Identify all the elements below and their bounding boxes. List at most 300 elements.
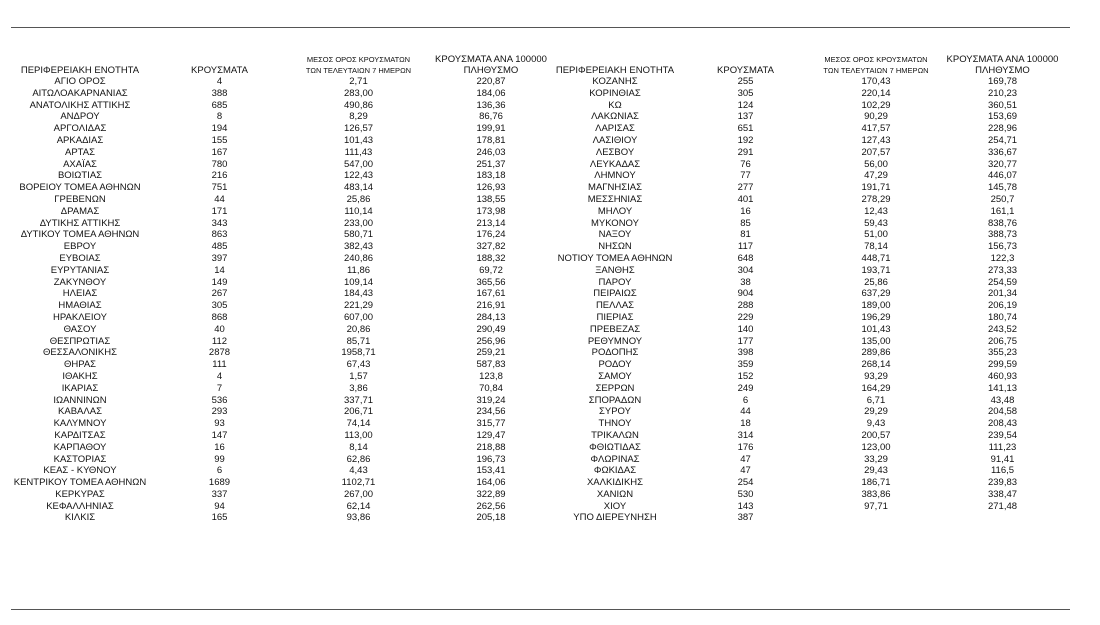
left-avg7-cell: 240,86 — [343, 252, 374, 264]
header-cases-right: ΚΡΟΥΣΜΑΤΑ — [717, 65, 774, 76]
left-region-cell: ΕΒΡΟΥ — [63, 241, 97, 253]
left-cases-cell: 165 — [211, 512, 228, 524]
header-avg7-line2: ΤΩΝ ΤΕΛΕΥΤΑΙΩΝ 7 ΗΜΕΡΩΝ — [823, 66, 929, 75]
left-cases-cell: 194 — [211, 123, 228, 135]
right-cases-cell: 143 — [737, 500, 754, 512]
right-cases-cell: 530 — [737, 488, 754, 500]
table-row — [8, 430, 1066, 442]
left-region-cell: ΑΙΤΩΛΟΑΚΑΡΝΑΝΙΑΣ — [32, 87, 128, 99]
right-region-cell: ΦΩΚΙΔΑΣ — [593, 465, 637, 477]
left-region-cell: ΒΟΙΩΤΙΑΣ — [57, 170, 103, 182]
right-avg7-cell: 193,71 — [861, 264, 891, 276]
left-avg7-cell: 122,43 — [343, 170, 374, 182]
left-avg7-cell: 101,43 — [343, 134, 374, 146]
table-row — [8, 288, 1066, 300]
left-per100k-cell: 138,55 — [476, 193, 506, 205]
left-avg7-cell: 25,86 — [346, 193, 371, 205]
right-per100k-cell: 206,75 — [987, 335, 1018, 347]
left-cases-cell: 14 — [214, 264, 225, 276]
right-region-cell: ΜΑΓΝΗΣΙΑΣ — [588, 182, 642, 194]
right-avg7-cell: 90,29 — [864, 111, 888, 123]
right-cases-cell: 304 — [737, 264, 754, 276]
table-row — [8, 277, 1066, 289]
left-avg7-cell: 580,71 — [343, 229, 374, 241]
right-cases-cell: 291 — [737, 146, 754, 158]
left-cases-cell: 7 — [216, 382, 223, 394]
left-avg7-cell: 1102,71 — [341, 477, 376, 489]
left-region-cell: ΔΡΑΜΑΣ — [60, 205, 100, 217]
right-cases-cell: 176 — [737, 441, 754, 453]
table-row — [8, 241, 1066, 253]
left-per100k-cell: 178,81 — [476, 134, 506, 146]
left-region-cell: ΑΝΑΤΟΛΙΚΗΣ ΑΤΤΙΚΗΣ — [29, 99, 131, 111]
right-region-cell: ΠΡΕΒΕΖΑΣ — [589, 323, 641, 335]
left-cases-cell: 780 — [211, 158, 228, 170]
right-region-cell: ΣΕΡΡΩΝ — [595, 382, 635, 394]
right-region-cell: ΜΗΛΟΥ — [597, 205, 633, 217]
left-cases-cell: 4 — [216, 370, 223, 382]
right-avg7-cell: 9,43 — [866, 418, 886, 430]
left-cases-cell: 4 — [216, 76, 223, 87]
right-cases-cell: 904 — [737, 288, 754, 300]
left-region-cell: ΖΑΚΥΝΘΟΥ — [53, 276, 107, 288]
header-cases-left: ΚΡΟΥΣΜΑΤΑ — [191, 65, 248, 76]
right-avg7-cell: 170,43 — [861, 76, 891, 87]
header-avg7-right — [813, 48, 939, 76]
right-avg7-cell: 29,43 — [864, 465, 888, 477]
right-cases-cell: 651 — [737, 123, 754, 135]
left-per100k-cell: 164,06 — [476, 477, 506, 489]
right-region-cell: ΠΕΛΛΑΣ — [595, 300, 635, 312]
left-region-cell: ΑΓΙΟ ΟΡΟΣ — [54, 76, 106, 87]
left-region-cell: ΕΥΒΟΙΑΣ — [59, 252, 101, 264]
left-cases-cell: 305 — [211, 300, 228, 312]
top-rule — [11, 27, 1070, 28]
left-region-cell: ΚΑΡΠΑΘΟΥ — [53, 441, 107, 453]
right-avg7-cell: 448,71 — [861, 252, 891, 264]
right-cases-cell: 398 — [737, 347, 754, 359]
right-avg7-cell: 289,86 — [861, 347, 891, 359]
right-region-cell: ΝΗΣΩΝ — [598, 241, 632, 253]
header-region-right: ΠΕΡΙΦΕΡΕΙΑΚΗ ΕΝΟΤΗΤΑ — [555, 65, 675, 76]
table-row — [8, 477, 1066, 489]
left-cases-cell: 111 — [212, 359, 227, 371]
header-per100k-line1: ΚΡΟΥΣΜΑΤΑ ΑΝΑ 100000 — [946, 54, 1059, 65]
right-avg7-cell: 97,71 — [864, 500, 888, 512]
left-avg7-cell: 62,86 — [346, 453, 371, 465]
right-avg7-cell: 56,00 — [864, 158, 888, 170]
left-cases-cell: 536 — [211, 394, 228, 406]
left-cases-cell: 337 — [211, 488, 228, 500]
left-avg7-cell: 483,14 — [343, 182, 374, 194]
left-per100k-cell: 173,98 — [476, 205, 506, 217]
right-region-cell: ΣΑΜΟΥ — [598, 370, 632, 382]
table-header — [8, 48, 1066, 76]
right-cases-cell: 140 — [737, 323, 754, 335]
table-row — [8, 218, 1066, 230]
left-per100k-cell: 126,93 — [476, 182, 506, 194]
right-per100k-cell: 122,3 — [990, 252, 1015, 264]
left-cases-cell: 751 — [211, 182, 228, 194]
right-per100k-cell: 204,58 — [987, 406, 1018, 418]
left-per100k-cell: 216,91 — [476, 300, 506, 312]
left-region-cell: ΔΥΤΙΚΗΣ ΑΤΤΙΚΗΣ — [39, 217, 121, 229]
left-avg7-cell: 267,00 — [343, 488, 374, 500]
header-avg7-line1: ΜΕΣΟΣ ΟΡΟΣ ΚΡΟΥΣΜΑΤΩΝ — [824, 55, 928, 64]
left-per100k-cell: 259,21 — [476, 347, 506, 359]
left-region-cell: ΗΛΕΙΑΣ — [62, 288, 98, 300]
right-cases-cell: 47 — [740, 465, 751, 477]
table-row — [8, 147, 1066, 159]
left-per100k-cell: 136,36 — [476, 99, 506, 111]
right-per100k-cell: 388,73 — [987, 229, 1018, 241]
left-region-cell: ΑΡΓΟΛΙΔΑΣ — [53, 123, 107, 135]
right-cases-cell: 314 — [737, 429, 754, 441]
left-per100k-cell: 251,37 — [476, 158, 506, 170]
left-per100k-cell: 262,56 — [476, 500, 506, 512]
table-row — [8, 454, 1066, 466]
left-cases-cell: 868 — [211, 311, 228, 323]
header-avg7-left — [287, 48, 430, 76]
left-avg7-cell: 382,43 — [343, 241, 374, 253]
left-per100k-cell: 256,96 — [476, 335, 506, 347]
right-avg7-cell: 47,29 — [864, 170, 888, 182]
header-region-left: ΠΕΡΙΦΕΡΕΙΑΚΗ ΕΝΟΤΗΤΑ — [20, 65, 140, 76]
right-region-cell: ΦΛΩΡΙΝΑΣ — [590, 453, 640, 465]
header-per100k-left — [430, 48, 552, 76]
right-avg7-cell: 78,14 — [864, 241, 888, 253]
left-per100k-cell: 365,56 — [476, 276, 506, 288]
left-avg7-cell: 85,71 — [346, 335, 371, 347]
right-avg7-cell: 127,43 — [861, 134, 891, 146]
right-region-cell: ΛΕΣΒΟΥ — [595, 146, 635, 158]
right-cases-cell: 81 — [740, 229, 751, 241]
table-row — [8, 395, 1066, 407]
right-cases-cell: 38 — [740, 276, 751, 288]
right-region-cell: ΡΟΔΟΥ — [598, 359, 632, 371]
right-cases-cell: 85 — [740, 217, 751, 229]
left-avg7-cell: 74,14 — [346, 418, 371, 430]
header-avg7-line2: ΤΩΝ ΤΕΛΕΥΤΑΙΩΝ 7 ΗΜΕΡΩΝ — [305, 66, 412, 75]
left-per100k-cell: 284,13 — [476, 311, 506, 323]
left-region-cell: ΚΕΝΤΡΙΚΟΥ ΤΟΜΕΑ ΑΘΗΝΩΝ — [13, 477, 147, 489]
right-cases-cell: 359 — [737, 359, 754, 371]
right-avg7-cell: 207,57 — [861, 146, 891, 158]
left-per100k-cell: 184,06 — [476, 87, 506, 99]
table-row — [8, 336, 1066, 348]
right-per100k-cell: 360,51 — [987, 99, 1018, 111]
left-region-cell: ΚΑΒΑΛΑΣ — [58, 406, 102, 418]
right-cases-cell: 648 — [737, 252, 754, 264]
left-region-cell: ΙΩΑΝΝΙΝΩΝ — [53, 394, 107, 406]
left-region-cell: ΔΥΤΙΚΟΥ ΤΟΜΕΑ ΑΘΗΝΩΝ — [20, 229, 140, 241]
right-per100k-cell: 161,1 — [990, 205, 1015, 217]
right-avg7-cell: 278,29 — [861, 193, 891, 205]
left-avg7-cell: 547,00 — [343, 158, 374, 170]
left-per100k-cell: 176,24 — [476, 229, 506, 241]
left-per100k-cell: 322,89 — [476, 488, 506, 500]
left-cases-cell: 112 — [211, 335, 228, 347]
right-avg7-cell: 268,14 — [861, 359, 891, 371]
right-cases-cell: 387 — [737, 512, 754, 524]
left-avg7-cell: 11,86 — [346, 264, 371, 276]
cases-table — [8, 48, 1066, 524]
left-cases-cell: 93 — [214, 418, 225, 430]
left-cases-cell: 94 — [214, 500, 225, 512]
table-row — [8, 512, 1066, 524]
table-row — [8, 123, 1066, 135]
left-cases-cell: 267 — [211, 288, 228, 300]
right-region-cell: ΧΑΛΚΙΔΙΚΗΣ — [586, 477, 644, 489]
left-per100k-cell: 218,88 — [476, 441, 506, 453]
right-avg7-cell: 186,71 — [861, 477, 891, 489]
left-cases-cell: 685 — [211, 99, 228, 111]
left-per100k-cell: 199,91 — [476, 123, 506, 135]
right-cases-cell: 137 — [737, 111, 754, 123]
table-row — [8, 182, 1066, 194]
right-cases-cell: 255 — [737, 76, 754, 87]
left-per100k-cell: 69,72 — [479, 264, 503, 276]
right-cases-cell: 401 — [737, 193, 754, 205]
left-avg7-cell: 20,86 — [346, 323, 371, 335]
right-per100k-cell: 141,13 — [987, 382, 1018, 394]
right-per100k-cell: 210,23 — [987, 87, 1018, 99]
right-cases-cell: 305 — [737, 87, 754, 99]
right-cases-cell: 18 — [740, 418, 751, 430]
left-region-cell: ΘΕΣΣΑΛΟΝΙΚΗΣ — [43, 347, 117, 359]
right-region-cell: ΤΗΝΟΥ — [598, 418, 632, 430]
left-region-cell: ΑΡΤΑΣ — [65, 146, 95, 158]
left-per100k-cell: 196,73 — [476, 453, 506, 465]
right-cases-cell: 47 — [740, 453, 751, 465]
right-per100k-cell: 460,93 — [987, 370, 1018, 382]
left-region-cell: ΚΑΡΔΙΤΣΑΣ — [54, 429, 106, 441]
right-per100k-cell: 180,74 — [987, 311, 1018, 323]
right-cases-cell: 288 — [737, 300, 754, 312]
right-avg7-cell: 102,29 — [861, 99, 891, 111]
table-row — [8, 253, 1066, 265]
left-avg7-cell: 8,14 — [349, 441, 368, 453]
left-avg7-cell: 206,71 — [343, 406, 374, 418]
left-per100k-cell: 319,24 — [476, 394, 506, 406]
right-avg7-cell: 164,29 — [861, 382, 891, 394]
right-per100k-cell: 254,71 — [987, 134, 1018, 146]
right-cases-cell: 76 — [740, 158, 751, 170]
right-region-cell: ΛΗΜΝΟΥ — [594, 170, 636, 182]
left-cases-cell: 1689 — [208, 477, 231, 489]
right-per100k-cell: 320,77 — [987, 158, 1018, 170]
left-avg7-cell: 1,57 — [349, 370, 368, 382]
table-row — [8, 300, 1066, 312]
table-row — [8, 194, 1066, 206]
left-avg7-cell: 111,43 — [344, 146, 373, 158]
right-avg7-cell: 123,00 — [861, 441, 891, 453]
right-per100k-cell: 91,41 — [990, 453, 1015, 465]
right-region-cell: ΦΘΙΩΤΙΔΑΣ — [589, 441, 641, 453]
right-cases-cell: 229 — [737, 311, 754, 323]
right-region-cell: ΛΑΣΙΘΙΟΥ — [592, 134, 638, 146]
left-cases-cell: 485 — [211, 241, 228, 253]
right-per100k-cell: 116,5 — [990, 465, 1015, 477]
left-cases-cell: 2878 — [208, 347, 231, 359]
right-avg7-cell: 93,29 — [864, 370, 888, 382]
right-per100k-cell — [939, 512, 1066, 524]
right-avg7-cell: 637,29 — [861, 288, 891, 300]
right-avg7-cell — [813, 512, 939, 524]
right-avg7-cell: 191,71 — [861, 182, 891, 194]
left-cases-cell: 863 — [211, 229, 228, 241]
left-region-cell: ΓΡΕΒΕΝΩΝ — [54, 193, 106, 205]
left-avg7-cell: 184,43 — [343, 288, 374, 300]
right-region-cell: ΚΟΡΙΝΘΙΑΣ — [589, 87, 641, 99]
right-per100k-cell: 355,23 — [987, 347, 1018, 359]
left-avg7-cell: 8,29 — [349, 111, 368, 123]
table-row — [8, 324, 1066, 336]
right-per100k-cell: 153,69 — [987, 111, 1018, 123]
right-avg7-cell: 417,57 — [861, 123, 891, 135]
left-cases-cell: 6 — [216, 465, 223, 477]
right-cases-cell: 117 — [737, 241, 754, 253]
right-avg7-cell: 6,71 — [866, 394, 886, 406]
left-per100k-cell: 70,84 — [479, 382, 503, 394]
left-avg7-cell: 221,29 — [343, 300, 374, 312]
table-row — [8, 465, 1066, 477]
right-cases-cell: 16 — [740, 205, 751, 217]
right-per100k-cell: 239,54 — [987, 429, 1018, 441]
right-per100k-cell: 169,78 — [987, 76, 1018, 87]
left-region-cell: ΗΡΑΚΛΕΙΟΥ — [53, 311, 107, 323]
left-avg7-cell: 62,14 — [346, 500, 371, 512]
table-row — [8, 383, 1066, 395]
table-row — [8, 406, 1066, 418]
left-region-cell: ΗΜΑΘΙΑΣ — [58, 300, 102, 312]
left-per100k-cell: 167,61 — [476, 288, 506, 300]
right-cases-cell: 77 — [740, 170, 751, 182]
left-per100k-cell: 220,87 — [476, 76, 506, 87]
right-avg7-cell: 196,29 — [861, 311, 891, 323]
left-region-cell: ΚΕΦΑΛΛΗΝΙΑΣ — [46, 500, 114, 512]
left-region-cell: ΑΝΔΡΟΥ — [60, 111, 100, 123]
left-per100k-cell: 205,18 — [476, 512, 506, 524]
left-avg7-cell: 113,00 — [344, 429, 373, 441]
right-per100k-cell: 299,59 — [987, 359, 1018, 371]
left-avg7-cell: 110,14 — [344, 205, 373, 217]
left-region-cell: ΘΗΡΑΣ — [63, 359, 97, 371]
right-region-cell: ΣΥΡΟΥ — [599, 406, 631, 418]
right-per100k-cell: 156,73 — [987, 241, 1018, 253]
bottom-rule — [11, 609, 1070, 610]
left-cases-cell: 216 — [211, 170, 228, 182]
header-per100k-line2: ΠΛΗΘΥΣΜΟ — [463, 65, 519, 76]
right-avg7-cell: 383,86 — [861, 488, 891, 500]
right-region-cell: ΠΕΙΡΑΙΩΣ — [593, 288, 637, 300]
left-region-cell: ΚΑΣΤΟΡΙΑΣ — [53, 453, 107, 465]
left-per100k-cell: 153,41 — [476, 465, 506, 477]
right-per100k-cell: 336,67 — [987, 146, 1018, 158]
left-cases-cell: 343 — [211, 217, 228, 229]
left-avg7-cell: 490,86 — [343, 99, 374, 111]
right-per100k-cell: 206,19 — [987, 300, 1018, 312]
left-region-cell: ΘΑΣΟΥ — [63, 323, 97, 335]
right-per100k-cell: 208,43 — [987, 418, 1018, 430]
right-avg7-cell: 33,29 — [864, 453, 888, 465]
right-region-cell: ΣΠΟΡΑΔΩΝ — [588, 394, 642, 406]
right-per100k-cell: 250,7 — [990, 193, 1015, 205]
right-per100k-cell: 243,52 — [987, 323, 1018, 335]
left-per100k-cell: 123,8 — [479, 370, 503, 382]
table-row — [8, 371, 1066, 383]
left-cases-cell: 8 — [216, 111, 223, 123]
left-avg7-cell: 607,00 — [343, 311, 374, 323]
left-region-cell: ΚΙΛΚΙΣ — [64, 512, 96, 524]
left-region-cell: ΘΕΣΠΡΩΤΙΑΣ — [49, 335, 111, 347]
left-per100k-cell: 129,47 — [476, 429, 506, 441]
right-cases-cell: 152 — [737, 370, 754, 382]
left-cases-cell: 171 — [211, 205, 228, 217]
table-row — [8, 265, 1066, 277]
right-per100k-cell: 145,78 — [987, 182, 1018, 194]
right-per100k-cell: 254,59 — [987, 276, 1018, 288]
table-row — [8, 88, 1066, 100]
left-region-cell: ΕΥΡΥΤΑΝΙΑΣ — [50, 264, 110, 276]
left-cases-cell: 155 — [211, 134, 228, 146]
right-region-cell: ΛΑΚΩΝΙΑΣ — [591, 111, 639, 123]
table-row — [8, 359, 1066, 371]
right-region-cell: ΜΕΣΣΗΝΙΑΣ — [587, 193, 643, 205]
right-avg7-cell: 200,57 — [861, 429, 891, 441]
table-row — [8, 229, 1066, 241]
right-per100k-cell: 838,76 — [987, 217, 1018, 229]
left-per100k-cell: 290,49 — [476, 323, 506, 335]
right-avg7-cell: 135,00 — [861, 335, 891, 347]
left-cases-cell: 44 — [214, 193, 225, 205]
right-avg7-cell: 25,86 — [864, 276, 888, 288]
right-region-cell: ΧΑΝΙΩΝ — [596, 488, 634, 500]
left-per100k-cell: 327,82 — [476, 241, 506, 253]
table-row — [8, 76, 1066, 88]
right-cases-cell: 44 — [740, 406, 751, 418]
header-avg7-line1: ΜΕΣΟΣ ΟΡΟΣ ΚΡΟΥΣΜΑΤΩΝ — [306, 55, 411, 64]
right-region-cell: ΝΑΞΟΥ — [598, 229, 632, 241]
table-row — [8, 501, 1066, 513]
table-row — [8, 100, 1066, 112]
right-cases-cell: 192 — [737, 134, 754, 146]
left-per100k-cell: 234,56 — [476, 406, 506, 418]
left-per100k-cell: 86,76 — [479, 111, 503, 123]
table-row — [8, 442, 1066, 454]
left-avg7-cell: 2,71 — [349, 76, 368, 87]
left-avg7-cell: 1958,71 — [341, 347, 376, 359]
right-avg7-cell: 29,29 — [864, 406, 888, 418]
left-per100k-cell: 315,77 — [476, 418, 506, 430]
left-avg7-cell: 3,86 — [349, 382, 368, 394]
left-cases-cell: 147 — [211, 429, 228, 441]
left-avg7-cell: 109,14 — [343, 276, 374, 288]
left-per100k-cell: 246,03 — [476, 146, 506, 158]
left-region-cell: ΑΡΚΑΔΙΑΣ — [56, 134, 104, 146]
left-region-cell: ΙΚΑΡΙΑΣ — [61, 382, 99, 394]
left-per100k-cell: 213,14 — [476, 217, 506, 229]
right-region-cell: ΧΙΟΥ — [603, 500, 627, 512]
right-per100k-cell: 228,96 — [987, 123, 1018, 135]
left-cases-cell: 99 — [214, 453, 225, 465]
right-cases-cell: 124 — [737, 99, 754, 111]
left-avg7-cell: 283,00 — [343, 87, 374, 99]
left-region-cell: ΒΟΡΕΙΟΥ ΤΟΜΕΑ ΑΘΗΝΩΝ — [19, 182, 141, 194]
right-cases-cell: 277 — [737, 182, 754, 194]
table-body — [8, 76, 1066, 524]
left-region-cell: ΚΕΑΣ - ΚΥΘΝΟΥ — [43, 465, 117, 477]
